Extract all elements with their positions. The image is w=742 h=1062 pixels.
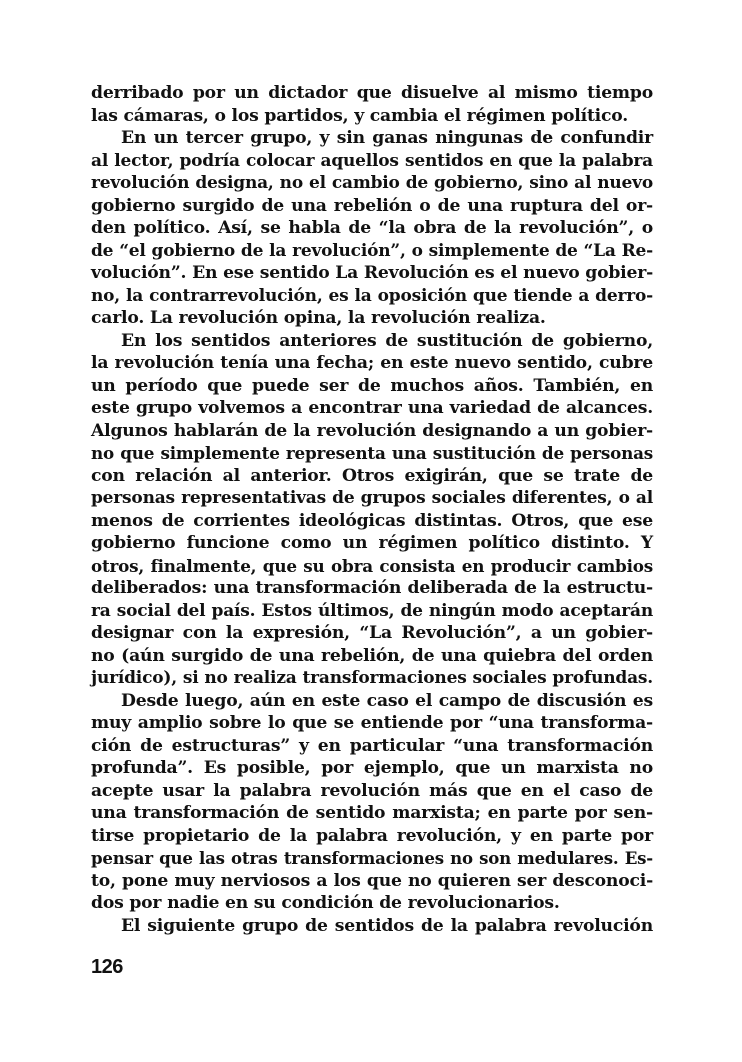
text-line: tirse propietario de la palabra revolución, y en parte por [91, 825, 653, 846]
text-line: una transformación de sentido marxista; en parte por sen- [91, 803, 653, 823]
text-line: dos por nadie en su condición de revolucionarios. [91, 893, 560, 913]
text-line: derribado por un dictador que disuelve al mismo tiempo [91, 83, 653, 103]
text-line: pensar que las otras transformaciones no son medulares. Es- [91, 848, 653, 868]
text-line: ra social del país. Estos últimos, de ningún modo aceptarán [91, 600, 653, 621]
text-line: den político. Así, se habla de “la obra de la revolución”, o [91, 218, 653, 238]
text-line: volución”. En ese sentido La Revolución es el nuevo gobier- [91, 263, 654, 283]
text-line: no (aún surgido de una rebelión, de una quiebra del orden [91, 645, 653, 666]
text-line: la revolución tenía una fecha; en este nuevo sentido, cubre [91, 353, 653, 373]
text-line: gobierno surgido de una rebelión o de una ruptura del or- [91, 195, 653, 216]
text-line: un período que puede ser de muchos años. También, en [91, 375, 653, 396]
text-line: Desde luego, aún en este caso el campo de discusión es [121, 690, 653, 711]
text-line: acepte usar la palabra revolución más que en el caso de [91, 780, 653, 801]
page-number: 126 [91, 956, 123, 978]
text-line: Algunos hablarán de la revolución designando a un gobier- [91, 420, 653, 441]
text-line: En un tercer grupo, y sin ganas ningunas de confundir [121, 128, 653, 148]
text-line: no, la contrarrevolución, es la oposición que tiende a derro- [91, 285, 653, 306]
text-line: revolución designa, no el cambio de gobierno, sino al nuevo [91, 173, 653, 193]
text-line: ción de estructuras” y en particular “una transformación [91, 735, 653, 756]
text-line: deliberados: una transformación deliberada de la estructu- [91, 578, 653, 598]
text-line: al lector, podría colocar aquellos sentidos en que la palabra [91, 150, 653, 171]
text-line: to, pone muy nerviosos a los que no quieren ser desconoci- [91, 870, 653, 891]
text-line: las cámaras, o los partidos, y cambia el régimen político. [91, 105, 629, 126]
text-line: jurídico), si no realiza transformaciones sociales profundas. [91, 668, 653, 688]
text-line: de “el gobierno de la revolución”, o simplemente de “La Re- [91, 240, 653, 261]
text-line: otros, finalmente, que su obra consista en producir cambios [91, 555, 653, 576]
text-line: personas representativas de grupos sociales diferentes, o al [91, 488, 653, 508]
text-line: gobierno funcione como un régimen político distinto. Y [91, 533, 653, 553]
text-line: En los sentidos anteriores de sustitución de gobierno, [121, 330, 653, 351]
text-line: carlo. La revolución opina, la revolución realiza. [91, 308, 546, 328]
text-line: con relación al anterior. Otros exigirán, que se trate de [91, 465, 653, 486]
text-line: El siguiente grupo de sentidos de la palabra revolución [121, 915, 653, 936]
text-line: muy amplio sobre lo que se entiende por “una transforma- [91, 713, 653, 733]
text-line: profunda”. Es posible, por ejemplo, que un marxista no [91, 758, 653, 778]
text-line: no que simplemente representa una sustitución de personas [91, 443, 653, 463]
text-line: designar con la expresión, “La Revolución”, a un gobier- [91, 623, 653, 643]
page-body [91, 82, 653, 937]
text-line: menos de corrientes ideológicas distintas. Otros, que ese [91, 510, 653, 531]
text-line: este grupo volvemos a encontrar una variedad de alcances. [91, 398, 653, 418]
